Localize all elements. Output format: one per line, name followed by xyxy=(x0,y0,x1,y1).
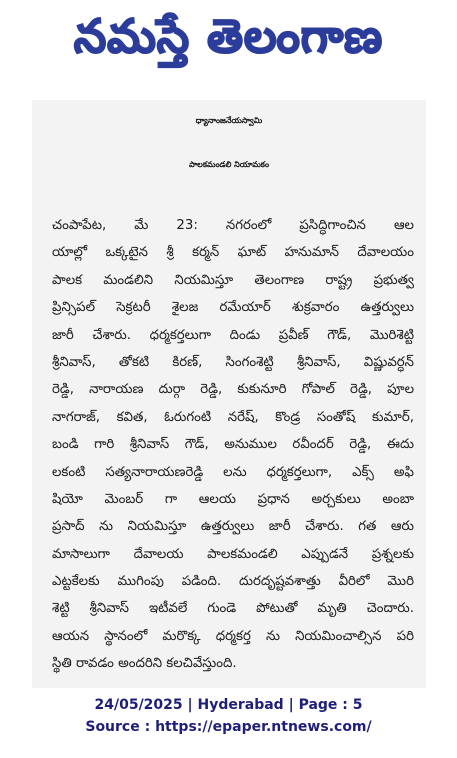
footer-date-location: 24/05/2025 | Hyderabad | Page : 5 xyxy=(94,697,363,713)
article-body-line: శెట్టి శ్రీనివాస్ ఇటీవలే గుండె పోటుతో మృతి చెందారు. xyxy=(52,601,414,617)
article-body xyxy=(52,212,414,678)
newspaper-name: నమస్తే తెలంగాణ xyxy=(73,9,384,63)
article-clipping xyxy=(32,100,426,688)
article-body-line: లకంటి సత్యనారాయణరెడ్డి లను ధర్మకర్తలుగా, ఎక్స్ అఫి xyxy=(52,464,414,480)
article-body-line: రెడ్డి, నారాయణ దుర్గా రెడ్డి, కుకునూరి గోపాల్ రెడ్డి, పూల xyxy=(52,382,414,398)
article-body-line: మాసాలుగా దేవాలయ పాలకమండలి ఎప్పుడనే ప్రశ్నలకు xyxy=(52,546,414,562)
article-body-line: ఆయన స్థానంలో మరొక్క ధర్మకర్త ను నియమించాల్సిన పరి xyxy=(52,628,414,644)
article-body-line: బండి గారి శ్రీనివాస్ గౌడ్, అనుముల రవీందర్ రెడ్డి, ఈదు xyxy=(52,437,414,453)
article-body-line: పాలక మండలిని నియమిస్తూ తెలంగాణ రాష్ట్ర ప్రభుత్వ xyxy=(52,272,414,288)
article-body-line: యాల్లో ఒక్కటైన శ్రీ కర్మన్ ఘాట్ హనుమాన్ దేవాలయం xyxy=(52,245,414,261)
article-body-line: శ్రీనివాస్, తోకటి కిరణ్, సింగంశెట్టి శ్రీనివాస్, విష్ణువర్ధన్ xyxy=(52,354,414,370)
article-body-line: స్థితి రావడం అందరిని కలచివేస్తుంది. xyxy=(52,656,237,672)
article-body-line: నాగరాజ్, కవిత, ఓరుగంటి నరేష్, కొండ్ర సంతోష్ కుమార్, xyxy=(52,409,414,425)
article-body-line: ప్రసాద్ ను నియమిస్తూ ఉత్తర్వులు జారీ చేశారు. గత ఆరు xyxy=(52,519,414,535)
article-body-line: ఎట్టకేలకు ముగింపు పడింది. దురదృష్టవశాత్తు వీరిలో మొరి xyxy=(52,574,414,590)
headline-line-1: ధ్యానాంజనేయస్వామి xyxy=(195,116,263,125)
headline-line-2: పాలకమండలి నియామకం xyxy=(188,160,270,169)
article-body-line: షియో మెంబర్ గా ఆలయ ప్రధాన అర్చకులు అంబా xyxy=(52,491,414,507)
masthead xyxy=(0,0,457,84)
article-body-line: ప్రిన్సిపల్ సెక్రటరీ శైలజ రమేయార్ శుక్రవారం ఉత్తర్వులు xyxy=(52,300,414,316)
article-body-line: జారీ చేశారు. ధర్మకర్తలుగా దిండు ప్రవీణ్ గౌడ్, మొరిశెట్టి xyxy=(52,327,414,343)
article-body-line: చంపాపేట, మే 23: నగరంలో ప్రసిద్ధిగాంచిన ఆల xyxy=(52,218,414,233)
footer-source: Source : https://epaper.ntnews.com/ xyxy=(85,719,372,735)
